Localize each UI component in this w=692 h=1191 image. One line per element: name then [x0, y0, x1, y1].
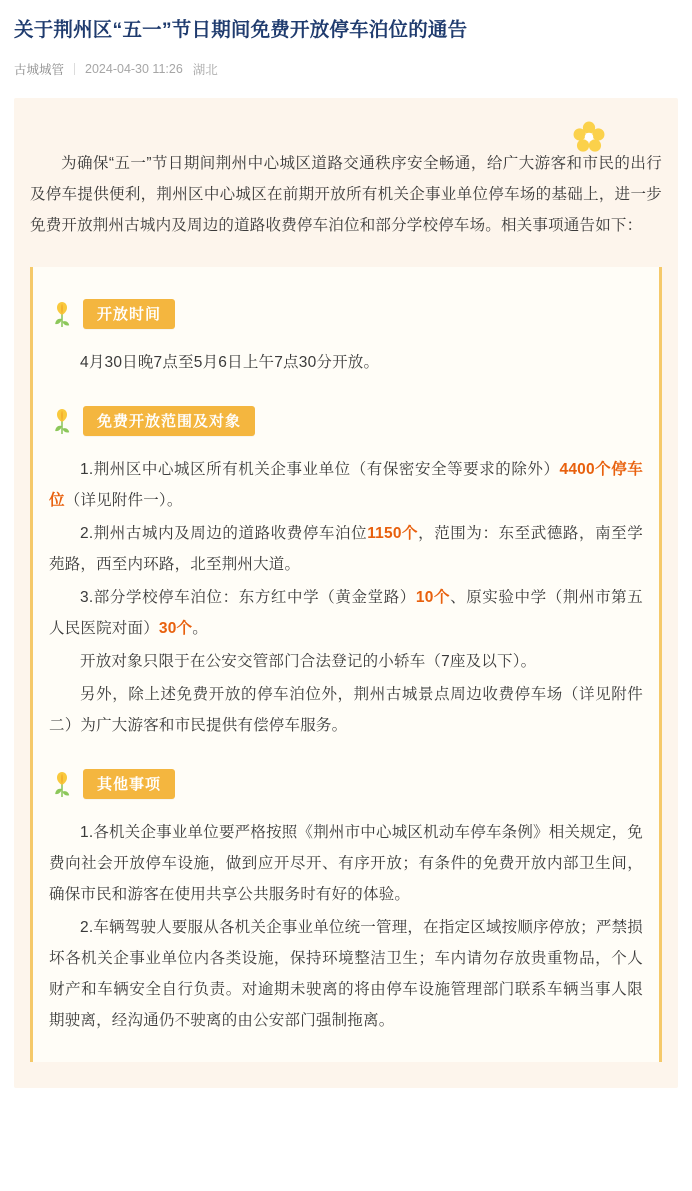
highlight-value: 4400个停车位: [49, 461, 643, 510]
meta-source[interactable]: 古城城管: [14, 63, 65, 78]
section-header: [49, 769, 643, 799]
highlight-value: 30个: [158, 620, 193, 638]
text-run: （详见附件一）。: [64, 492, 183, 510]
tulip-icon: [49, 769, 75, 799]
flower-icon: [572, 120, 606, 154]
section-tag: 开放时间: [83, 299, 175, 329]
section-other-matters: [49, 769, 643, 1036]
text-run: ，范围为：东至武德路，南至学苑路，西至内环路，北至荆州大道。: [49, 525, 643, 574]
section-scope-and-targets: [49, 406, 643, 741]
section-paragraph: [49, 518, 643, 580]
article-meta: [14, 60, 678, 98]
section-paragraph: 1.各机关企事业单位要严格按照《荆州市中心城区机动车停车条例》相关规定，免费向社会开放停车设施，做到应开尽开、有序开放；有条件的免费开放内部卫生间，确保市民和游客在使用共享公共服务时有好的体验。: [49, 824, 643, 904]
section-header: [49, 299, 643, 329]
section-tag: 其他事项: [83, 769, 175, 799]
section-opening-time: [49, 299, 643, 378]
text-run: 1.荆州区中心城区所有机关企事业单位（有保密安全等要求的除外）: [80, 461, 560, 479]
highlight-value: 10个: [415, 589, 451, 607]
article-body-card: [14, 98, 678, 1088]
text-run: 2.荆州古城内及周边的道路收费停车泊位: [80, 525, 368, 543]
section-tag: 免费开放范围及对象: [83, 406, 255, 436]
section-paragraph: [49, 454, 643, 516]
article-header: [0, 0, 692, 98]
meta-divider: [74, 63, 75, 75]
section-paragraph: 另外，除上述免费开放的停车泊位外，荆州古城景点周边收费停车场（详见附件二）为广大游客和市民提供有偿停车服务。: [49, 686, 643, 735]
section-header: [49, 406, 643, 436]
text-run: 3.部分学校停车泊位：东方红中学（黄金堂路）: [80, 589, 416, 607]
section-paragraph: 2.车辆驾驶人要服从各机关企事业单位统一管理，在指定区域按顺序停放；严禁损坏各机关企事业单位内各类设施，保持环境整洁卫生；车内请勿存放贵重物品，个人财产和车辆安全自行负责。对逾期未驶离的将由停车设施管理部门联系车辆当事人限期驶离，经沟通仍不驶离的由公安部门强制拖离。: [49, 919, 643, 1030]
section-paragraph: 4月30日晚7点至5月6日上午7点30分开放。: [80, 354, 380, 372]
tulip-icon: [49, 406, 75, 436]
text-run: 。: [192, 620, 208, 638]
meta-timestamp: 2024-04-30 11:26: [85, 62, 183, 77]
intro-paragraph: 为确保“五一”节日期间荆州中心城区道路交通秩序安全畅通，给广大游客和市民的出行及停车提供便利，荆州区中心城区在前期开放所有机关企事业单位停车场的基础上，进一步免费开放荆州古城内及周边的道路收费停车泊位和部分学校停车场。相关事项通告如下：: [30, 155, 662, 235]
section-paragraph: [49, 582, 643, 644]
tulip-icon: [49, 299, 75, 329]
meta-location: 湖北: [192, 63, 218, 78]
section-paragraph: 开放对象只限于在公安交管部门合法登记的小轿车（7座及以下）。: [80, 653, 537, 671]
page-title: 关于荆州区“五一”节日期间免费开放停车泊位的通告: [14, 19, 468, 41]
highlight-value: 1150个: [367, 525, 419, 543]
notice-panel: [30, 267, 662, 1062]
text-run: 、原实验中学（荆州市第五人民医院对面）: [49, 589, 643, 638]
